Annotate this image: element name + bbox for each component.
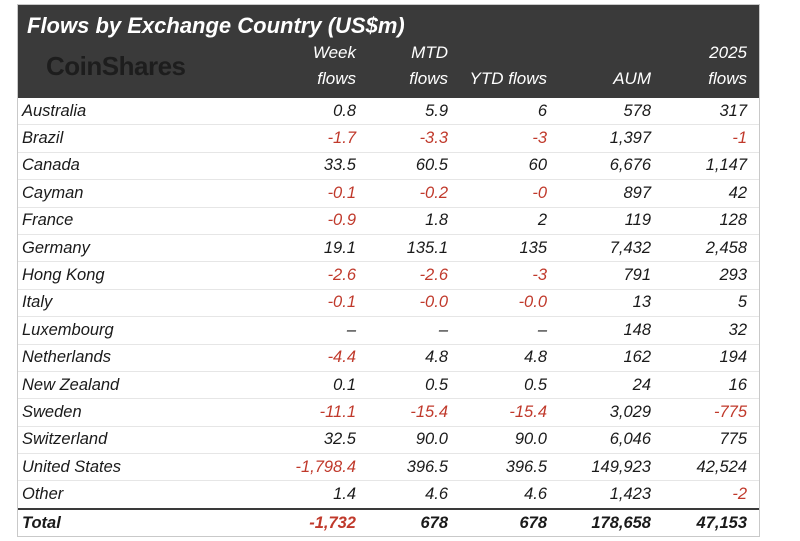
cell-country: United States: [22, 457, 122, 476]
cell-week-flows: –: [346, 320, 356, 339]
cell-country: Total: [22, 513, 61, 532]
table-row: [18, 207, 759, 234]
cell-mtd-flows: -15.4: [410, 402, 448, 421]
cell-mtd-flows: -3.3: [419, 129, 448, 148]
cell-ytd-flows: 2: [537, 211, 547, 230]
column-header-line: AUM: [613, 69, 651, 88]
table-row: [18, 98, 759, 124]
cell-ytd-flows: 0.5: [524, 375, 547, 394]
column-header-ytd-flows: [448, 66, 547, 92]
cell-mtd-flows: -0.2: [419, 183, 448, 202]
column-header-line: MTD: [411, 43, 448, 62]
cell-mtd-flows: 4.8: [425, 348, 448, 367]
cell-mtd-flows: 60.5: [415, 156, 448, 175]
table-row: [18, 152, 759, 179]
cell-ytd-flows: 396.5: [505, 457, 547, 476]
cell-mtd-flows: -2.6: [419, 266, 448, 285]
cell-mtd-flows: 396.5: [406, 457, 448, 476]
cell-2025-flows: 775: [719, 430, 747, 449]
cell-aum: 578: [623, 101, 651, 120]
column-header-aum: [547, 66, 651, 92]
cell-country: Australia: [22, 101, 87, 120]
cell-country: Brazil: [22, 129, 64, 148]
cell-week-flows: -0.1: [327, 183, 356, 202]
cell-aum: 7,432: [609, 238, 651, 257]
cell-aum: 119: [624, 211, 651, 230]
cell-aum: 13: [632, 293, 651, 312]
table-row: [18, 344, 759, 371]
cell-aum: 6,046: [609, 430, 651, 449]
column-header-2025-flows: [651, 40, 759, 92]
cell-week-flows: 0.1: [333, 375, 356, 394]
cell-aum: 791: [623, 266, 651, 285]
cell-country: Netherlands: [22, 348, 111, 367]
cell-ytd-flows: -0: [532, 183, 547, 202]
cell-ytd-flows: -3: [532, 266, 547, 285]
cell-mtd-flows: 90.0: [415, 430, 448, 449]
column-header-line: Week: [312, 43, 356, 62]
cell-2025-flows: 128: [719, 211, 747, 230]
cell-mtd-flows: 678: [420, 513, 448, 532]
table-row: [18, 398, 759, 425]
cell-2025-flows: 293: [719, 266, 747, 285]
cell-mtd-flows: 4.6: [425, 485, 448, 504]
cell-2025-flows: 47,153: [696, 513, 747, 532]
column-header-mtd-flows: [356, 40, 448, 92]
cell-aum: 3,029: [609, 402, 651, 421]
cell-ytd-flows: 90.0: [514, 430, 547, 449]
cell-aum: 897: [623, 183, 651, 202]
cell-week-flows: -1.7: [327, 129, 356, 148]
cell-week-flows: -4.4: [327, 348, 356, 367]
cell-ytd-flows: 4.6: [524, 485, 547, 504]
cell-aum: 178,658: [591, 513, 651, 532]
cell-ytd-flows: 4.8: [524, 348, 547, 367]
cell-ytd-flows: 6: [537, 101, 547, 120]
column-header-week-flows: [218, 40, 356, 92]
table-row: [18, 179, 759, 206]
cell-week-flows: -1,798.4: [295, 457, 356, 476]
cell-country: Germany: [22, 238, 90, 257]
column-header-row: [18, 40, 759, 98]
table-row: [18, 426, 759, 453]
column-header-line: flows: [317, 69, 356, 88]
flows-table: [17, 4, 760, 537]
cell-country: New Zealand: [22, 375, 120, 394]
cell-week-flows: -1,732: [309, 513, 356, 532]
column-header-line: 2025: [709, 43, 747, 62]
table-body: [18, 98, 759, 536]
cell-aum: 148: [623, 320, 651, 339]
cell-mtd-flows: 5.9: [425, 101, 448, 120]
total-row: [18, 508, 759, 536]
column-header-line: flows: [409, 69, 448, 88]
table-title: Flows by Exchange Country (US$m): [27, 13, 405, 38]
cell-aum: 162: [623, 348, 651, 367]
cell-ytd-flows: 135: [519, 238, 547, 257]
cell-2025-flows: 32: [728, 320, 747, 339]
cell-ytd-flows: -0.0: [518, 293, 547, 312]
cell-week-flows: -2.6: [327, 266, 356, 285]
cell-2025-flows: 317: [719, 101, 747, 120]
table-row: [18, 124, 759, 151]
cell-country: Hong Kong: [22, 266, 105, 285]
cell-week-flows: 33.5: [323, 156, 356, 175]
cell-week-flows: 32.5: [323, 430, 356, 449]
cell-country: Cayman: [22, 183, 84, 202]
cell-aum: 149,923: [591, 457, 651, 476]
table-row: [18, 480, 759, 507]
cell-country: France: [22, 211, 74, 230]
cell-2025-flows: 42: [728, 183, 747, 202]
cell-mtd-flows: 0.5: [425, 375, 448, 394]
table-row: [18, 234, 759, 261]
cell-2025-flows: 5: [737, 293, 747, 312]
cell-2025-flows: -1: [732, 129, 747, 148]
cell-mtd-flows: 135.1: [406, 238, 448, 257]
cell-country: Italy: [22, 293, 53, 312]
cell-week-flows: -11.1: [319, 402, 356, 421]
cell-2025-flows: -2: [732, 485, 747, 504]
column-header-line: YTD flows: [469, 69, 547, 88]
cell-ytd-flows: -15.4: [509, 402, 547, 421]
cell-ytd-flows: 678: [519, 513, 547, 532]
table-row: [18, 316, 759, 343]
table-row: [18, 261, 759, 288]
table-row: [18, 371, 759, 398]
cell-country: Canada: [22, 156, 80, 175]
cell-mtd-flows: -0.0: [419, 293, 448, 312]
cell-2025-flows: 1,147: [705, 156, 747, 175]
cell-week-flows: 1.4: [333, 485, 356, 504]
cell-2025-flows: 2,458: [705, 238, 747, 257]
cell-country: Sweden: [22, 402, 82, 421]
cell-country: Other: [22, 485, 64, 504]
column-header-line: flows: [708, 69, 747, 88]
cell-2025-flows: -775: [713, 402, 747, 421]
cell-mtd-flows: –: [438, 320, 448, 339]
cell-week-flows: -0.9: [327, 211, 356, 230]
cell-week-flows: -0.1: [327, 293, 356, 312]
cell-aum: 1,423: [609, 485, 651, 504]
cell-ytd-flows: –: [537, 320, 547, 339]
cell-mtd-flows: 1.8: [425, 211, 448, 230]
cell-aum: 1,397: [609, 129, 651, 148]
cell-2025-flows: 16: [728, 375, 747, 394]
table-row: [18, 453, 759, 480]
table-row: [18, 289, 759, 316]
coinshares-logo: CoinShares: [46, 50, 186, 81]
cell-2025-flows: 42,524: [696, 457, 747, 476]
table-header: [18, 5, 759, 98]
cell-ytd-flows: 60: [528, 156, 547, 175]
cell-ytd-flows: -3: [532, 129, 547, 148]
cell-aum: 24: [632, 375, 651, 394]
cell-week-flows: 19.1: [323, 238, 356, 257]
cell-country: Switzerland: [22, 430, 108, 449]
cell-aum: 6,676: [609, 156, 651, 175]
cell-2025-flows: 194: [719, 348, 747, 367]
cell-week-flows: 0.8: [333, 101, 356, 120]
cell-country: Luxembourg: [22, 320, 114, 339]
